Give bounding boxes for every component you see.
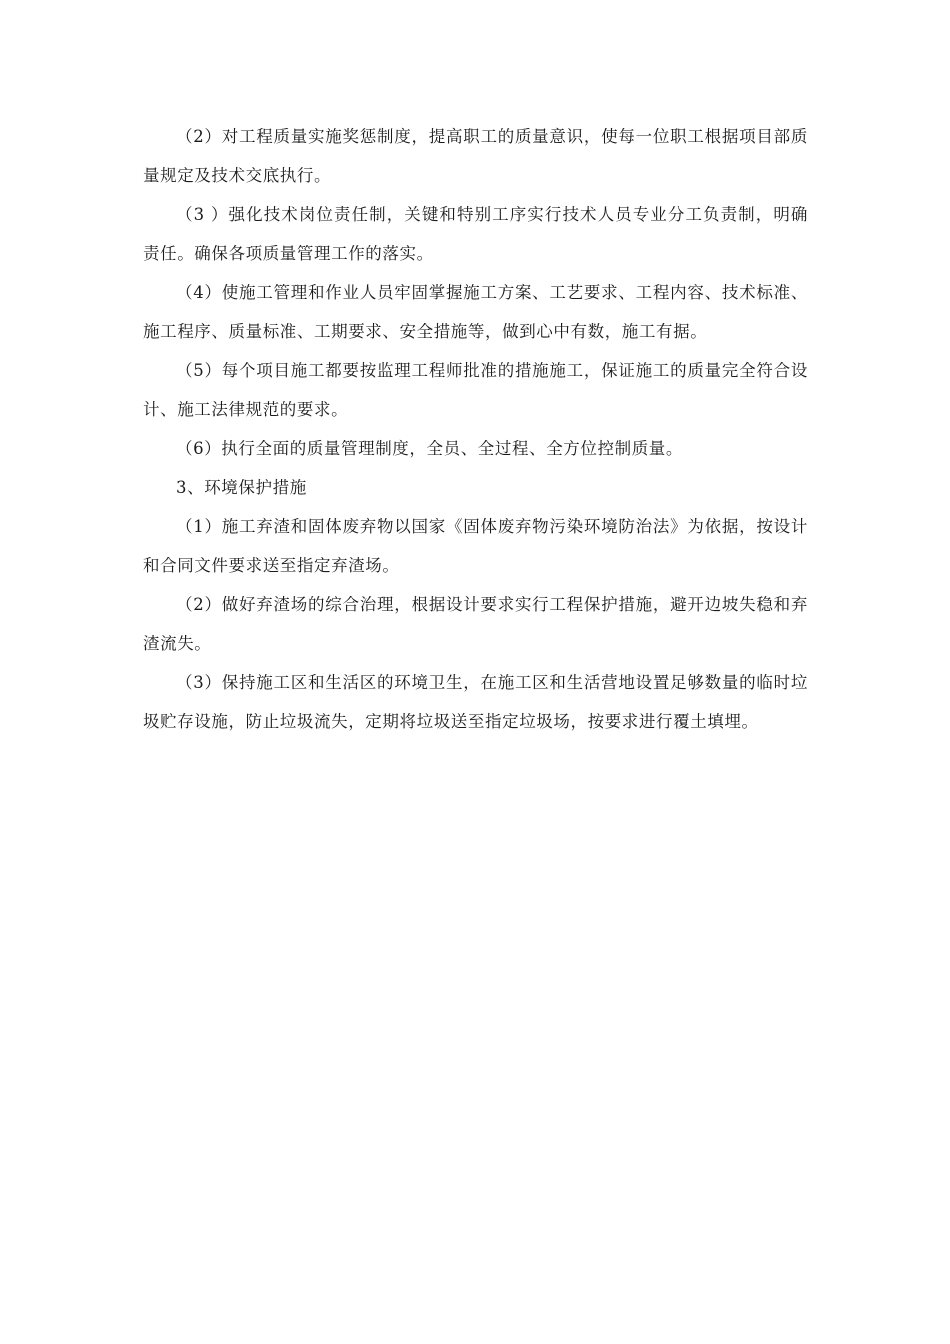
- paragraph-waste-disposal: （1）施工弃渣和固体废弃物以国家《固体废弃物污染环境防治法》为依据，按设计和合同文件要求送至指定弃渣场。: [143, 517, 808, 575]
- paragraph-supervisor-approval: （5）每个项目施工都要按监理工程师批准的措施施工，保证施工的质量完全符合设计、施工法律规范的要求。: [143, 361, 808, 419]
- paragraph-construction-mastery: （4）使施工管理和作业人员牢固掌握施工方案、工艺要求、工程内容、技术标准、施工程序、质量标准、工期要求、安全措施等，做到心中有数，施工有据。: [143, 283, 808, 341]
- paragraph-spoil-ground-treatment: （2）做好弃渣场的综合治理，根据设计要求实行工程保护措施，避开边坡失稳和弃渣流失。: [143, 595, 808, 653]
- section-heading-environmental-protection: 3、环境保护措施: [176, 478, 307, 497]
- paragraph-quality-reward: （2）对工程质量实施奖惩制度，提高职工的质量意识，使每一位职工根据项目部质量规定及技术交底执行。: [143, 127, 808, 185]
- paragraph-full-quality-management: （6）执行全面的质量管理制度，全员、全过程、全方位控制质量。: [176, 439, 683, 458]
- paragraph-environmental-sanitation: （3）保持施工区和生活区的环境卫生，在施工区和生活营地设置足够数量的临时垃圾贮存设施，防止垃圾流失，定期将垃圾送至指定垃圾场，按要求进行覆土填埋。: [143, 673, 808, 731]
- paragraph-responsibility-system: （3 ）强化技术岗位责任制，关键和特别工序实行技术人员专业分工负责制，明确责任。确保各项质量管理工作的落实。: [143, 205, 808, 263]
- document-body: [143, 117, 808, 741]
